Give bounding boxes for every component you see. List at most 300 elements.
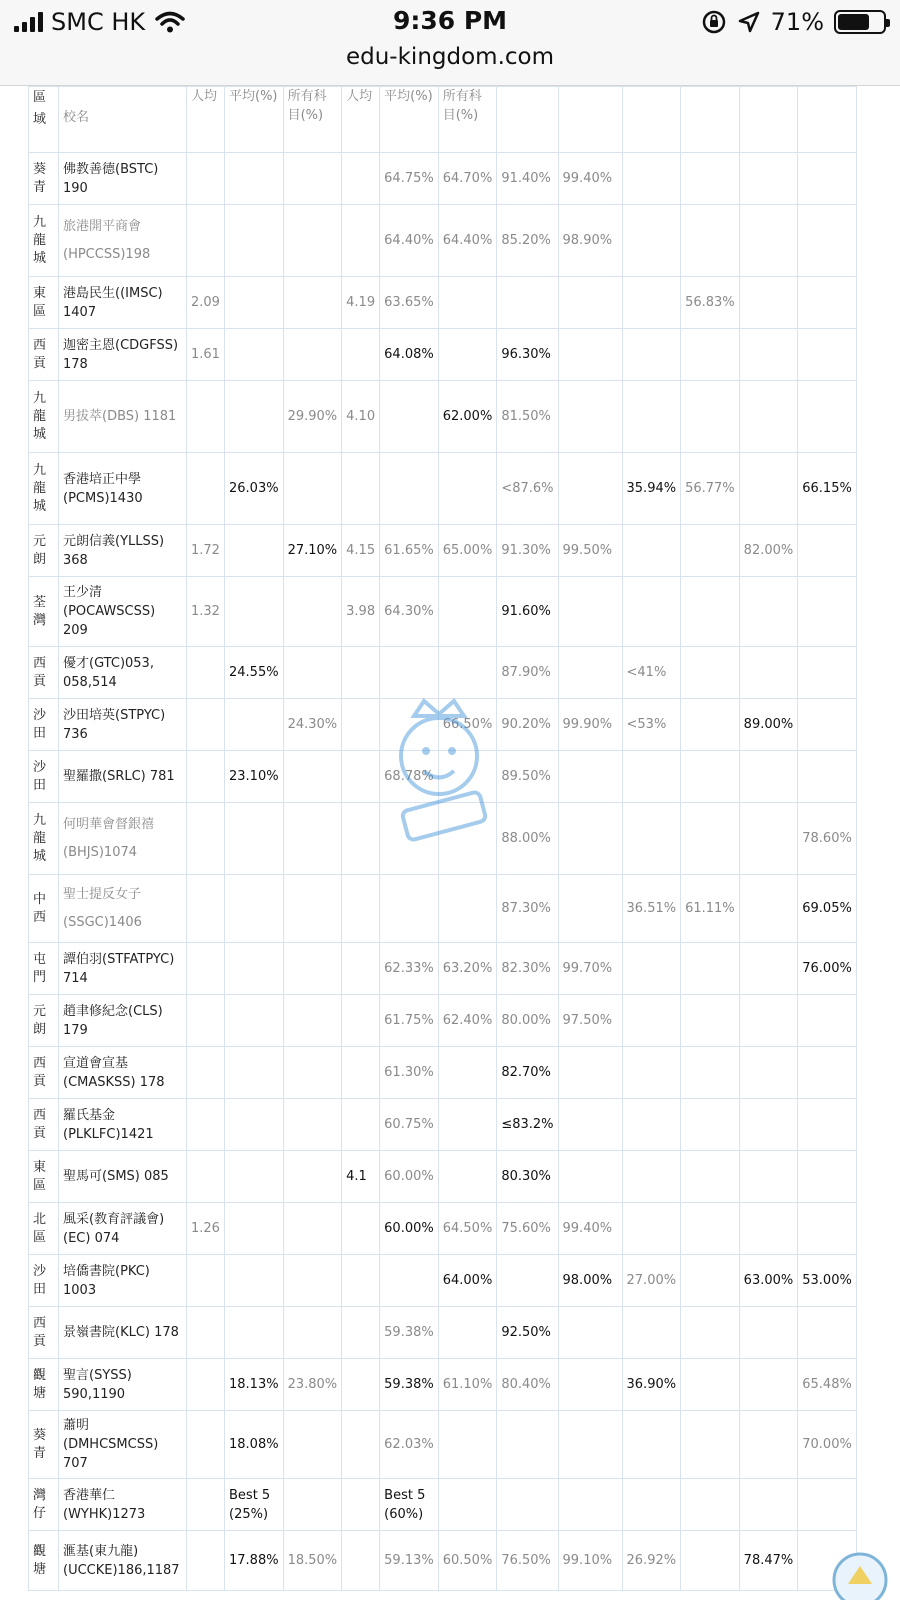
- cell-value: [798, 1479, 857, 1531]
- cell-value: [225, 1255, 284, 1307]
- cell-value: [497, 1479, 558, 1531]
- cell-value: [380, 875, 439, 943]
- cell-value: <41%: [622, 647, 681, 699]
- table-row: [29, 1359, 857, 1411]
- cell-value: 75.60%: [497, 1203, 558, 1255]
- cell-value: [739, 943, 798, 995]
- cell-value: [283, 943, 342, 995]
- cell-value: [681, 803, 740, 875]
- cell-value: [187, 1099, 225, 1151]
- baby-kingdom-watermark-icon: [384, 696, 494, 856]
- cell-value: [187, 1359, 225, 1411]
- cell-school-name: 聖馬可(SMS) 085: [59, 1151, 187, 1203]
- cell-value: [681, 1203, 740, 1255]
- cell-value: 61.65%: [380, 525, 439, 577]
- cell-value: 18.50%: [283, 1531, 342, 1591]
- cell-value: 99.70%: [558, 943, 622, 995]
- cell-value: [438, 647, 497, 699]
- cell-value: [283, 1255, 342, 1307]
- cell-value: [558, 277, 622, 329]
- cell-value: 87.90%: [497, 647, 558, 699]
- cell-school-name: 趙聿修紀念(CLS) 179: [59, 995, 187, 1047]
- cell-value: [681, 1099, 740, 1151]
- cell-value: Best 5 (25%): [225, 1479, 284, 1531]
- floating-badge-icon[interactable]: [830, 1550, 890, 1600]
- cell-value: 26.03%: [225, 453, 284, 525]
- cell-value: 89.50%: [497, 751, 558, 803]
- table-row: [29, 943, 857, 995]
- cell-district: 觀塘: [29, 1531, 59, 1591]
- table-row: [29, 153, 857, 205]
- cell-district: 東區: [29, 277, 59, 329]
- cell-value: Best 5 (60%): [380, 1479, 439, 1531]
- cell-value: [739, 1099, 798, 1151]
- cell-value: [681, 943, 740, 995]
- cell-value: [438, 1151, 497, 1203]
- cell-value: 64.50%: [438, 1203, 497, 1255]
- cell-district: 葵青: [29, 153, 59, 205]
- cell-value: 87.30%: [497, 875, 558, 943]
- cell-value: [681, 751, 740, 803]
- cell-school-name: 聖羅撒(SRLC) 781: [59, 751, 187, 803]
- cell-value: 76.50%: [497, 1531, 558, 1591]
- cell-value: [739, 577, 798, 647]
- cell-value: 64.30%: [380, 577, 439, 647]
- cell-value: [798, 1099, 857, 1151]
- cell-value: 85.20%: [497, 205, 558, 277]
- status-time: 9:36 PM: [392, 6, 508, 35]
- cell-value: 4.15: [342, 525, 380, 577]
- table-row: [29, 1099, 857, 1151]
- url-domain[interactable]: edu-kingdom.com: [345, 44, 555, 70]
- cell-value: 97.50%: [558, 995, 622, 1047]
- cell-value: [558, 1359, 622, 1411]
- cell-school-name: 香港培正中學(PCMS)1430: [59, 453, 187, 525]
- cell-school-name: 香港華仁(WYHK)1273: [59, 1479, 187, 1531]
- cell-value: [739, 381, 798, 453]
- cell-value: [225, 1307, 284, 1359]
- cell-value: 65.48%: [798, 1359, 857, 1411]
- table-row: [29, 453, 857, 525]
- cell-value: 82.70%: [497, 1047, 558, 1099]
- cell-value: [283, 995, 342, 1047]
- cell-value: [225, 699, 284, 751]
- cell-value: [798, 525, 857, 577]
- cell-value: 60.00%: [380, 1151, 439, 1203]
- cell-value: [342, 205, 380, 277]
- cell-value: 23.80%: [283, 1359, 342, 1411]
- table-row: [29, 875, 857, 943]
- cell-value: [798, 995, 857, 1047]
- cell-value: [558, 1411, 622, 1479]
- cell-value: 63.65%: [380, 277, 439, 329]
- cell-value: [739, 205, 798, 277]
- cell-value: 4.10: [342, 381, 380, 453]
- table-row: [29, 525, 857, 577]
- cell-value: [681, 329, 740, 381]
- cell-value: [558, 381, 622, 453]
- cell-value: [187, 153, 225, 205]
- cell-value: [438, 1307, 497, 1359]
- cell-value: [622, 205, 681, 277]
- cell-value: [681, 381, 740, 453]
- cell-value: [798, 1151, 857, 1203]
- cell-value: [187, 1047, 225, 1099]
- cell-value: [681, 1255, 740, 1307]
- cell-value: 59.13%: [380, 1531, 439, 1591]
- header-col-10: [622, 87, 681, 153]
- cell-value: [187, 381, 225, 453]
- cell-district: 元朗: [29, 525, 59, 577]
- cell-value: [558, 453, 622, 525]
- cell-value: [283, 329, 342, 381]
- cell-value: [622, 751, 681, 803]
- cell-value: 63.20%: [438, 943, 497, 995]
- cell-value: 3.98: [342, 577, 380, 647]
- cell-value: [622, 943, 681, 995]
- cell-district: 西貢: [29, 1047, 59, 1099]
- cell-value: [187, 1255, 225, 1307]
- cell-value: [225, 803, 284, 875]
- table-row: [29, 577, 857, 647]
- cell-school-name: 滙基(東九龍)(UCCKE)186,1187: [59, 1531, 187, 1591]
- cell-value: 60.75%: [380, 1099, 439, 1151]
- cell-value: [622, 153, 681, 205]
- cell-value: [438, 577, 497, 647]
- cell-value: [622, 277, 681, 329]
- cell-value: [187, 699, 225, 751]
- cell-value: [438, 1047, 497, 1099]
- cell-value: [342, 453, 380, 525]
- cell-value: [558, 751, 622, 803]
- cell-value: 68.78%: [380, 751, 439, 803]
- cell-value: 62.00%: [438, 381, 497, 453]
- cell-value: 81.50%: [497, 381, 558, 453]
- cell-value: 24.30%: [283, 699, 342, 751]
- cell-value: [187, 1479, 225, 1531]
- cell-value: [622, 1151, 681, 1203]
- cell-value: [622, 1307, 681, 1359]
- cell-value: [622, 1099, 681, 1151]
- table-row: [29, 1203, 857, 1255]
- cell-value: [342, 1255, 380, 1307]
- cell-value: 60.50%: [438, 1531, 497, 1591]
- cell-value: [342, 1531, 380, 1591]
- cell-value: [558, 1479, 622, 1531]
- cell-district: 西貢: [29, 1307, 59, 1359]
- cell-value: [187, 1307, 225, 1359]
- cell-district: 葵青: [29, 1411, 59, 1479]
- cell-value: 78.60%: [798, 803, 857, 875]
- cell-value: 99.40%: [558, 1203, 622, 1255]
- cell-value: [739, 329, 798, 381]
- cell-school-name: 旅港開平商會(HPCCSS)198: [59, 205, 187, 277]
- url-bar[interactable]: [0, 44, 900, 86]
- cell-value: <53%: [622, 699, 681, 751]
- cell-value: 27.00%: [622, 1255, 681, 1307]
- cell-value: 36.90%: [622, 1359, 681, 1411]
- cell-value: [497, 1411, 558, 1479]
- cell-value: [225, 875, 284, 943]
- cell-value: [798, 205, 857, 277]
- cell-value: 2.09: [187, 277, 225, 329]
- cell-value: 64.40%: [380, 205, 439, 277]
- cell-value: 59.38%: [380, 1359, 439, 1411]
- cell-value: 80.30%: [497, 1151, 558, 1203]
- cell-value: [558, 577, 622, 647]
- cell-school-name: 元朗信義(YLLSS) 368: [59, 525, 187, 577]
- cell-value: [342, 1099, 380, 1151]
- cell-district: 沙田: [29, 751, 59, 803]
- cell-value: [622, 525, 681, 577]
- cell-value: [497, 277, 558, 329]
- cell-value: [558, 1099, 622, 1151]
- cell-value: [225, 381, 284, 453]
- cell-district: 西貢: [29, 329, 59, 381]
- status-bar: [0, 0, 900, 44]
- cell-value: [558, 647, 622, 699]
- cell-value: [225, 1151, 284, 1203]
- cell-value: 92.50%: [497, 1307, 558, 1359]
- cell-district: 元朗: [29, 995, 59, 1047]
- cell-value: [187, 453, 225, 525]
- cell-district: 九龍城: [29, 453, 59, 525]
- cell-value: [438, 1099, 497, 1151]
- cell-value: 60.00%: [380, 1203, 439, 1255]
- header-col-2: 人均: [187, 87, 225, 153]
- cell-value: 91.30%: [497, 525, 558, 577]
- cell-value: [739, 453, 798, 525]
- cell-value: [283, 1479, 342, 1531]
- cell-district: 觀塘: [29, 1359, 59, 1411]
- header-col-13: [798, 87, 857, 153]
- cell-value: [380, 647, 439, 699]
- cell-value: 70.00%: [798, 1411, 857, 1479]
- cell-value: [225, 153, 284, 205]
- cell-value: 80.00%: [497, 995, 558, 1047]
- cell-value: [342, 803, 380, 875]
- cell-value: [681, 525, 740, 577]
- cell-value: [681, 1047, 740, 1099]
- cell-value: [225, 205, 284, 277]
- cell-value: 29.90%: [283, 381, 342, 453]
- cell-value: 99.50%: [558, 525, 622, 577]
- cell-value: [438, 277, 497, 329]
- cell-value: [739, 1307, 798, 1359]
- cell-district: 北區: [29, 1203, 59, 1255]
- cell-value: [187, 995, 225, 1047]
- cell-value: 36.51%: [622, 875, 681, 943]
- cell-value: 91.60%: [497, 577, 558, 647]
- cell-value: [739, 1359, 798, 1411]
- cell-value: [681, 577, 740, 647]
- header-col-8: [497, 87, 558, 153]
- cell-value: [681, 153, 740, 205]
- cell-value: [681, 205, 740, 277]
- cell-value: [283, 1203, 342, 1255]
- cell-value: [681, 995, 740, 1047]
- cell-value: [739, 1203, 798, 1255]
- cell-value: [187, 647, 225, 699]
- cell-district: 九龍城: [29, 381, 59, 453]
- cell-value: [438, 329, 497, 381]
- cell-school-name: 風采(教育評議會)(EC) 074: [59, 1203, 187, 1255]
- cell-value: 56.83%: [681, 277, 740, 329]
- cell-value: 76.00%: [798, 943, 857, 995]
- cell-value: [681, 1531, 740, 1591]
- cell-value: [225, 995, 284, 1047]
- cell-value: [739, 751, 798, 803]
- table-row: [29, 1411, 857, 1479]
- cell-value: [622, 329, 681, 381]
- table-row: [29, 1531, 857, 1591]
- cell-value: [283, 577, 342, 647]
- cell-value: 1.61: [187, 329, 225, 381]
- cell-value: 27.10%: [283, 525, 342, 577]
- cell-value: [283, 875, 342, 943]
- cell-value: 63.00%: [739, 1255, 798, 1307]
- cell-value: 69.05%: [798, 875, 857, 943]
- page-content: [0, 86, 900, 1600]
- cell-school-name: 培僑書院(PKC) 1003: [59, 1255, 187, 1307]
- cell-value: [225, 525, 284, 577]
- cell-value: [558, 1047, 622, 1099]
- cell-value: [187, 803, 225, 875]
- cell-value: 78.47%: [739, 1531, 798, 1591]
- cell-value: 61.11%: [681, 875, 740, 943]
- cell-value: 1.32: [187, 577, 225, 647]
- cell-value: [342, 1047, 380, 1099]
- cell-value: [739, 875, 798, 943]
- header-district: 區域: [29, 87, 59, 153]
- cell-value: [187, 751, 225, 803]
- cell-school-name: 男拔萃(DBS) 1181: [59, 381, 187, 453]
- cell-value: 90.20%: [497, 699, 558, 751]
- table-body: [29, 153, 857, 1591]
- cell-value: [380, 453, 439, 525]
- cell-value: [187, 943, 225, 995]
- cell-value: [681, 1151, 740, 1203]
- cell-value: [622, 1203, 681, 1255]
- cell-value: [622, 1479, 681, 1531]
- cell-value: 62.40%: [438, 995, 497, 1047]
- cell-school-name: 聖士提反女子(SSGC)1406: [59, 875, 187, 943]
- cell-value: [739, 1411, 798, 1479]
- cell-value: 89.00%: [739, 699, 798, 751]
- cell-value: [283, 751, 342, 803]
- cell-value: [283, 803, 342, 875]
- table-row: [29, 277, 857, 329]
- header-col-5: 人均: [342, 87, 380, 153]
- cell-district: 九龍城: [29, 803, 59, 875]
- cell-value: 18.08%: [225, 1411, 284, 1479]
- cell-value: 62.03%: [380, 1411, 439, 1479]
- cell-value: [798, 153, 857, 205]
- cell-district: 灣仔: [29, 1479, 59, 1531]
- cell-value: 98.90%: [558, 205, 622, 277]
- cell-value: [187, 875, 225, 943]
- cell-value: [342, 995, 380, 1047]
- cell-value: 24.55%: [225, 647, 284, 699]
- cell-value: 1.72: [187, 525, 225, 577]
- cell-value: [438, 1411, 497, 1479]
- table-row: [29, 1307, 857, 1359]
- cell-value: [798, 329, 857, 381]
- cell-value: [225, 577, 284, 647]
- cell-value: [798, 381, 857, 453]
- cell-value: [739, 277, 798, 329]
- cell-value: [438, 453, 497, 525]
- cell-value: 65.00%: [438, 525, 497, 577]
- cell-school-name: 聖言(SYSS) 590,1190: [59, 1359, 187, 1411]
- table-row: [29, 1479, 857, 1531]
- cell-school-name: 港島民生((IMSC) 1407: [59, 277, 187, 329]
- cell-school-name: 宣道會宣基(CMASKSS) 178: [59, 1047, 187, 1099]
- cell-school-name: 佛教善德(BSTC) 190: [59, 153, 187, 205]
- header-col-9: [558, 87, 622, 153]
- cell-value: [342, 943, 380, 995]
- cell-value: [681, 1411, 740, 1479]
- cell-school-name: 景嶺書院(KLC) 178: [59, 1307, 187, 1359]
- cell-value: [739, 995, 798, 1047]
- cell-value: [283, 1151, 342, 1203]
- cell-value: [622, 1047, 681, 1099]
- battery-percent: 71%: [770, 8, 824, 36]
- cell-value: [342, 1307, 380, 1359]
- cell-value: [283, 1099, 342, 1151]
- cell-value: [681, 1479, 740, 1531]
- cell-value: [558, 329, 622, 381]
- location-arrow-icon: [737, 10, 761, 34]
- cell-value: 64.00%: [438, 1255, 497, 1307]
- cell-school-name: 優才(GTC)053, 058,514: [59, 647, 187, 699]
- cell-value: 66.15%: [798, 453, 857, 525]
- cell-value: 91.40%: [497, 153, 558, 205]
- cell-value: 4.1: [342, 1151, 380, 1203]
- header-col-4: 所有科目(%): [283, 87, 342, 153]
- cell-district: 九龍城: [29, 205, 59, 277]
- cell-value: 82.00%: [739, 525, 798, 577]
- table-row: [29, 995, 857, 1047]
- cell-value: [739, 647, 798, 699]
- cell-value: 61.10%: [438, 1359, 497, 1411]
- cell-value: 66.50%: [438, 699, 497, 751]
- cell-value: [342, 647, 380, 699]
- cell-value: 64.08%: [380, 329, 439, 381]
- table-row: [29, 1255, 857, 1307]
- cell-value: 64.70%: [438, 153, 497, 205]
- cell-value: ≤83.2%: [497, 1099, 558, 1151]
- cell-value: [497, 1255, 558, 1307]
- cell-value: [342, 1359, 380, 1411]
- cell-value: [622, 381, 681, 453]
- cell-value: <87.6%: [497, 453, 558, 525]
- table-row: [29, 329, 857, 381]
- cell-value: [558, 803, 622, 875]
- cell-value: [342, 699, 380, 751]
- cell-value: [342, 1411, 380, 1479]
- cell-value: [681, 1359, 740, 1411]
- cell-value: 62.33%: [380, 943, 439, 995]
- cell-value: [622, 577, 681, 647]
- cell-value: [380, 381, 439, 453]
- table-row: [29, 205, 857, 277]
- cell-value: 64.40%: [438, 205, 497, 277]
- cell-value: 99.10%: [558, 1531, 622, 1591]
- cell-value: [739, 1479, 798, 1531]
- cell-school-name: 譚伯羽(STFATPYC) 714: [59, 943, 187, 995]
- cell-value: 26.92%: [622, 1531, 681, 1591]
